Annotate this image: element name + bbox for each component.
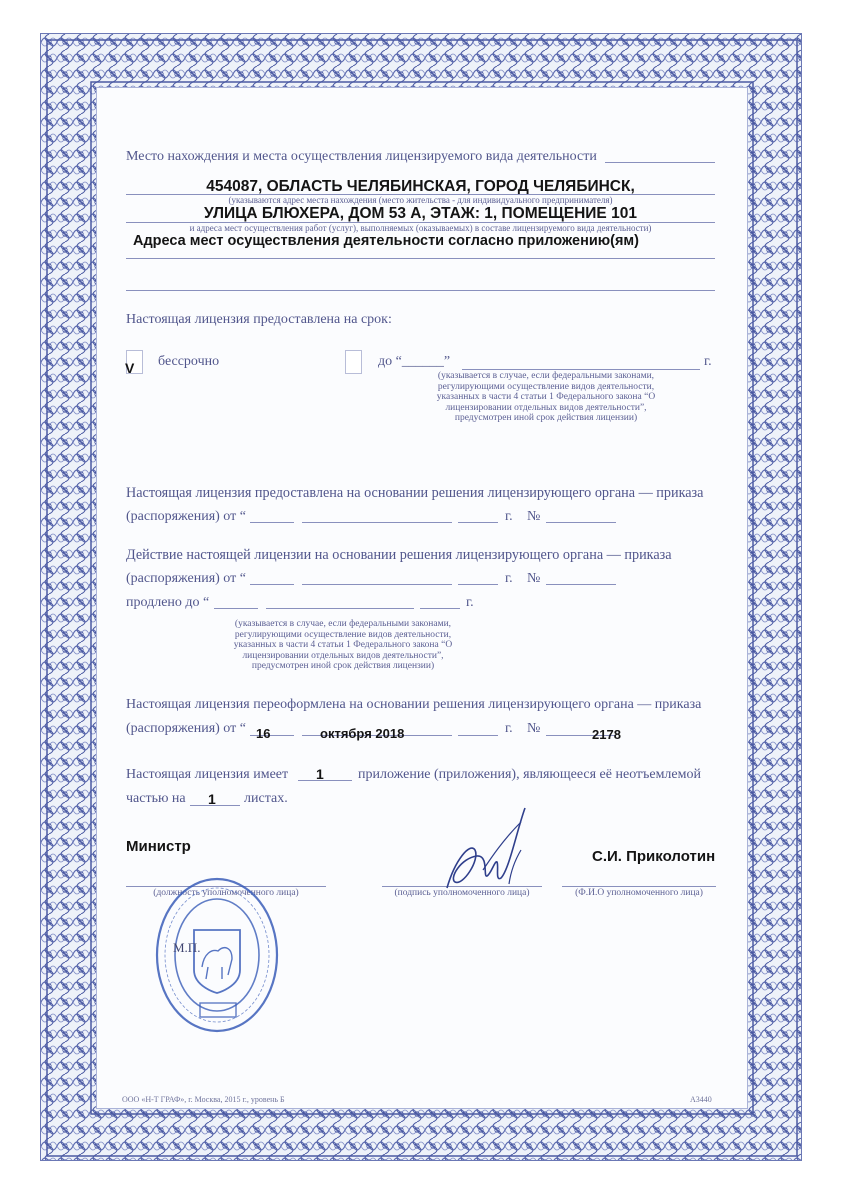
until-note: (указывается в случае, если федеральными законами, регулирующими осуществление видов деятельности, указанных в части 4 статьи 1 Федерального закона “О лицензировании отдельных видов деятельности”, предусмотрен иной срок действия лицензии): [436, 371, 656, 424]
appendix-line-2-prefix: частью на: [126, 791, 186, 806]
extended-month-rule: [266, 608, 414, 609]
address-note-2: и адреса мест осуществления работ (услуг), выполняемых (оказываемых) в составе лицензируемого вида деятельности): [189, 223, 652, 233]
reissue-year-rule: [458, 735, 498, 736]
appendix-count: 1: [316, 766, 324, 782]
until-label: до “______”: [378, 354, 451, 369]
signatory-position: Министр: [126, 838, 191, 855]
term-label: Настоящая лицензия предоставлена на срок:: [126, 312, 392, 327]
extension-month-rule: [302, 584, 452, 585]
reissue-year-suffix: г.: [505, 721, 513, 736]
extension-number-rule: [546, 584, 616, 585]
until-date-rule: [462, 369, 700, 370]
location-heading: Место нахождения и места осуществления лицензируемого вида деятельности: [126, 149, 597, 164]
reissue-number: 2178: [592, 727, 621, 742]
extension-line-2-prefix: (распоряжения) от “: [126, 571, 246, 586]
appendix-count-rule: [298, 780, 352, 781]
extension-note: (указывается в случае, если федеральными законами, регулирующими осуществление видов деятельности, указанных в части 4 статьи 1 Федерального закона “О лицензировании отдельных видов деятельности”, предусмотрен иной срок действия лицензии): [233, 619, 453, 672]
appendix-pages: 1: [208, 791, 216, 807]
handwritten-signature: [425, 800, 535, 910]
basis-year-rule: [458, 522, 498, 523]
blank-rule: [126, 290, 715, 291]
signature-caption: (подпись уполномоченного лица): [394, 888, 530, 898]
reissue-number-label: №: [527, 721, 541, 736]
extension-year-rule: [458, 584, 498, 585]
name-rule: [562, 886, 716, 887]
basis-line-2-prefix: (распоряжения) от “: [126, 509, 246, 524]
basis-year-suffix: г.: [505, 509, 513, 524]
address-line-1: 454087, ОБЛАСТЬ ЧЕЛЯБИНСКАЯ, ГОРОД ЧЕЛЯБИНСК,: [206, 178, 635, 195]
extension-year-suffix: г.: [505, 571, 513, 586]
signatory-name: С.И. Приколотин: [592, 848, 716, 865]
reissue-month-year: октября 2018: [320, 726, 405, 741]
activity-addresses: Адреса мест осуществления деятельности согласно приложению(ям): [133, 233, 639, 249]
form-code: А3440: [690, 1095, 712, 1104]
appendix-prefix: Настоящая лицензия имеет: [126, 767, 289, 782]
indefinite-check-mark: V: [125, 360, 135, 376]
name-caption: (Ф.И.О уполномоченного лица): [575, 888, 703, 898]
indefinite-label: бессрочно: [158, 354, 220, 369]
appendix-suffix: приложение (приложения), являющееся её неотъемлемой: [358, 767, 701, 782]
official-stamp: [152, 875, 282, 1040]
reissue-line-1: Настоящая лицензия переоформлена на основании решения лицензирующего органа — приказа: [126, 697, 702, 712]
until-checkbox: [345, 350, 362, 374]
extension-day-rule: [250, 584, 294, 585]
activity-addresses-rule: [126, 258, 715, 259]
extension-line-1: Действие настоящей лицензии на основании решения лицензирующего органа — приказа: [126, 547, 672, 563]
reissue-day: 16: [256, 726, 271, 741]
stamp-mark: М.П.: [173, 940, 201, 955]
address-note-1: (указываются адрес места нахождения (место жительства - для индивидуального предпринимателя): [228, 195, 613, 205]
address-line-2: УЛИЦА БЛЮХЕРА, ДОМ 53 А, ЭТАЖ: 1, ПОМЕЩЕНИЕ 101: [204, 205, 637, 222]
position-caption: (должность уполномоченного лица): [153, 888, 299, 898]
printer-footer: ООО «Н-Т ГРАФ», г. Москва, 2015 г., уровень Б: [122, 1095, 285, 1104]
until-year-suffix: г.: [704, 354, 712, 369]
basis-month-rule: [302, 522, 452, 523]
extended-year-suffix: г.: [466, 595, 474, 610]
basis-number-rule: [546, 522, 616, 523]
basis-line-1: Настоящая лицензия предоставлена на основании решения лицензирующего органа — приказа: [126, 485, 704, 501]
basis-day-rule: [250, 522, 294, 523]
extended-year-rule: [420, 608, 460, 609]
extended-day-rule: [214, 608, 258, 609]
appendix-line-2-suffix: листах.: [244, 791, 288, 806]
location-heading-line: [605, 162, 715, 163]
basis-number-label: №: [527, 509, 541, 524]
extended-until-prefix: продлено до “: [126, 595, 210, 610]
reissue-line-2-prefix: (распоряжения) от “: [126, 721, 246, 736]
extension-number-label: №: [527, 571, 541, 586]
